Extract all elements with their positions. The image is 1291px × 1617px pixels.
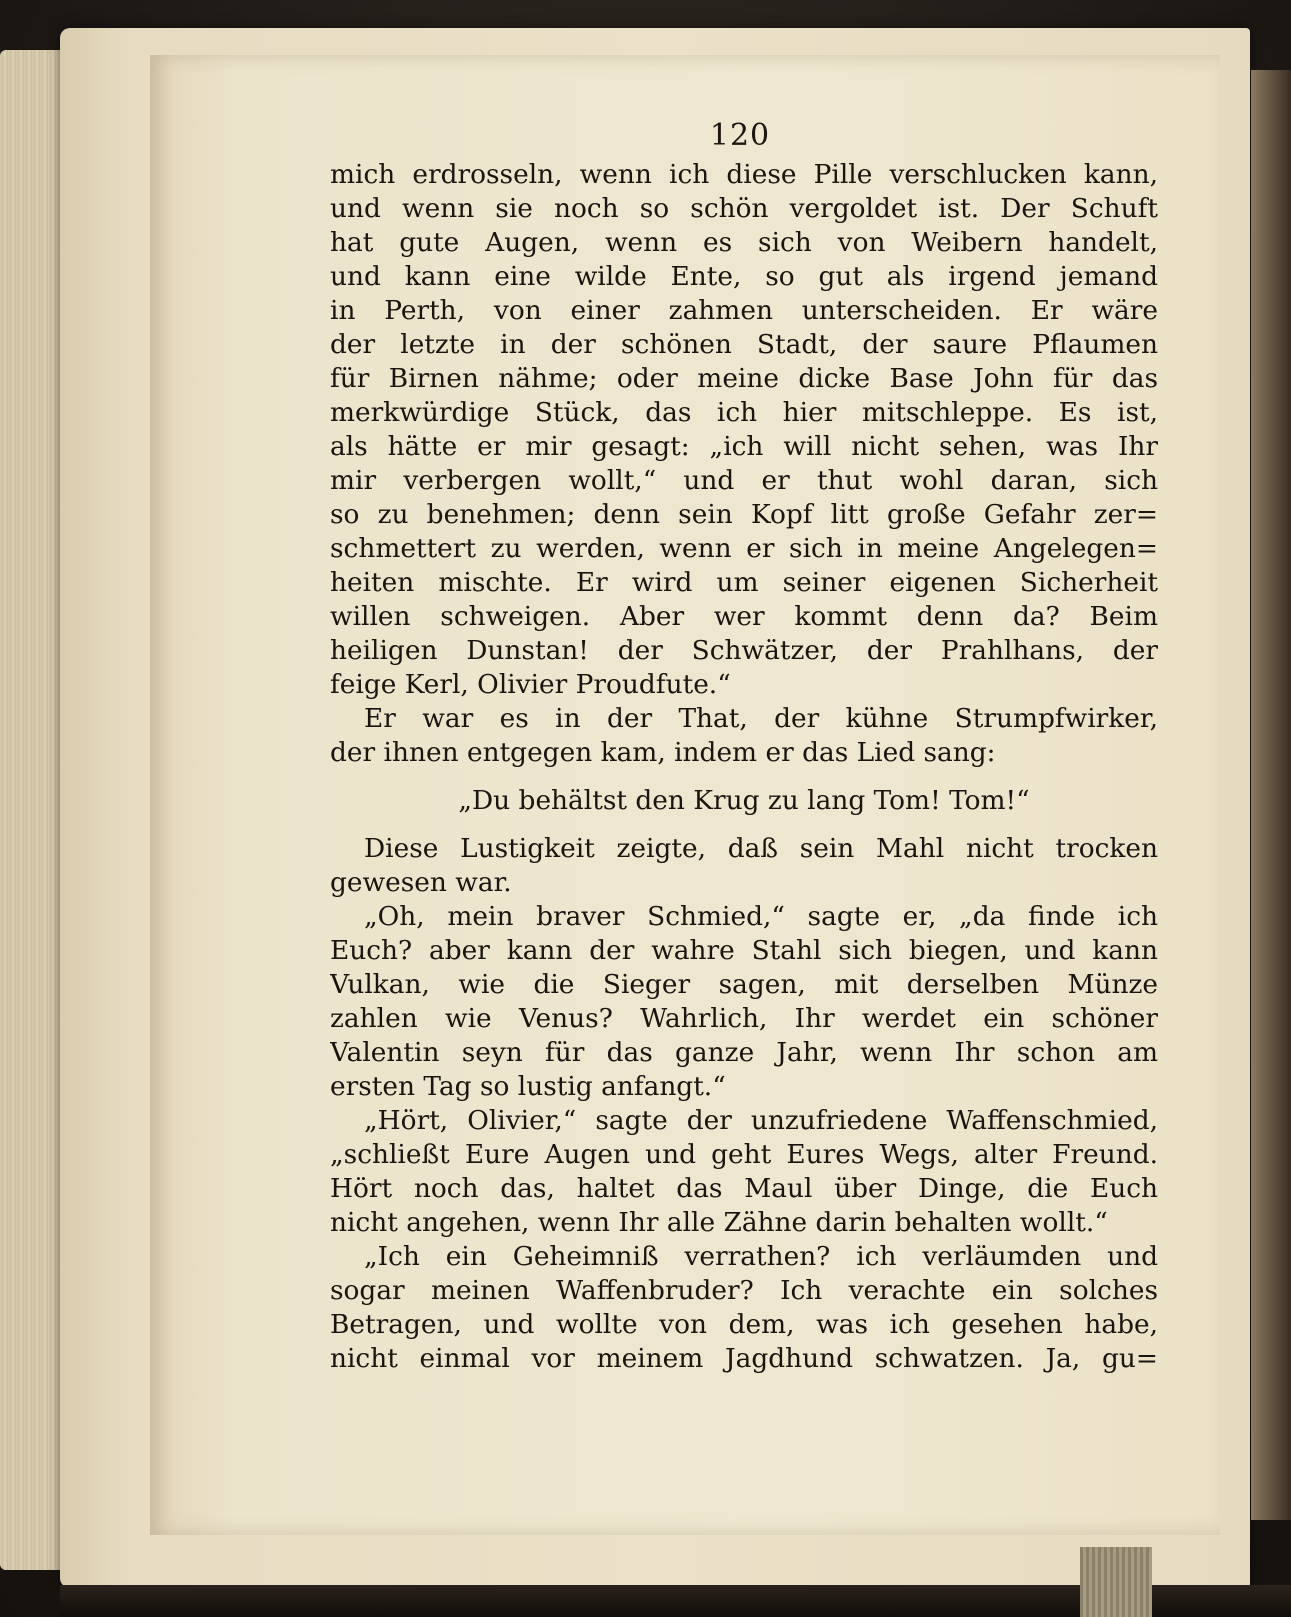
text-line: sogar meinen Waffenbruder? Ich verachte ein solches [330, 1275, 1158, 1306]
text-line: so zu benehmen; denn sein Kopf litt große Gefahr zer= [330, 499, 1158, 530]
text-line: Diese Lustigkeit zeigte, daß sein Mahl nicht trocken [364, 833, 1158, 864]
text-line: ersten Tag so lustig anfangt.“ [330, 1071, 726, 1102]
text-line: in Perth, von einer zahmen unterscheiden. Er wäre [330, 295, 1158, 326]
text-line: für Birnen nähme; oder meine dicke Base John für das [330, 363, 1158, 394]
text-line: nicht angehen, wenn Ihr alle Zähne darin behalten wollt.“ [330, 1207, 1108, 1238]
text-line: „Hört, Olivier,“ sagte der unzufriedene Waffenschmied, [364, 1105, 1158, 1136]
text-line: zahlen wie Venus? Wahrlich, Ihr werdet ein schöner [330, 1003, 1158, 1034]
text-line: „schließt Eure Augen und geht Eures Wegs, alter Freund. [330, 1139, 1158, 1170]
spacer [330, 818, 1158, 832]
text-line: der letzte in der schönen Stadt, der saure Pflaumen [330, 329, 1158, 360]
text-line: willen schweigen. Aber wer kommt denn da? Beim [330, 601, 1158, 632]
text-line: und kann eine wilde Ente, so gut als irgend jemand [330, 261, 1158, 292]
text-line: merkwürdige Stück, das ich hier mitschleppe. Es ist, [330, 397, 1158, 428]
page-text [330, 158, 1158, 1376]
text-line: „Du behältst den Krug zu lang Tom! Tom!“ [458, 785, 1030, 816]
text-line: Er war es in der That, der kühne Strumpfwirker, [364, 703, 1158, 734]
text-line: der ihnen entgegen kam, indem er das Lied sang: [330, 737, 996, 768]
text-line: Vulkan, wie die Sieger sagen, mit derselben Münze [330, 969, 1158, 1000]
spacer [330, 770, 1158, 784]
text-line: mir verbergen wollt,“ und er thut wohl daran, sich [330, 465, 1158, 496]
text-line: Betragen, und wollte von dem, was ich gesehen habe, [330, 1309, 1158, 1340]
bookmark-ribbon [1080, 1547, 1152, 1617]
text-line: schmettert zu werden, wenn er sich in meine Angelegen= [330, 533, 1158, 564]
text-line: heiten mischte. Er wird um seiner eigenen Sicherheit [330, 567, 1158, 598]
text-line: gewesen war. [330, 867, 512, 898]
text-line: „Oh, mein braver Schmied,“ sagte er, „da finde ich [364, 901, 1158, 932]
page-number: 120 [709, 118, 771, 153]
text-line: feige Kerl, Olivier Proudfute.“ [330, 669, 731, 700]
text-line: Valentin seyn für das ganze Jahr, wenn Ihr schon am [330, 1037, 1158, 1068]
text-line: und wenn sie noch so schön vergoldet ist. Der Schuft [330, 193, 1158, 224]
text-line: Euch? aber kann der wahre Stahl sich biegen, und kann [330, 935, 1158, 966]
text-line: mich erdrosseln, wenn ich diese Pille verschlucken kann, [330, 159, 1158, 190]
text-line: als hätte er mir gesagt: „ich will nicht sehen, was Ihr [330, 431, 1158, 462]
text-line: „Ich ein Geheimniß verrathen? ich verläumden und [364, 1241, 1158, 1272]
text-line: heiligen Dunstan! der Schwätzer, der Prahlhans, der [330, 635, 1158, 666]
text-line: Hört noch das, haltet das Maul über Dinge, die Euch [330, 1173, 1158, 1204]
text-line: hat gute Augen, wenn es sich von Weibern handelt, [330, 227, 1158, 258]
text-line: nicht einmal vor meinem Jagdhund schwatzen. Ja, gu= [330, 1343, 1158, 1374]
book-cover-right [1251, 70, 1291, 1520]
